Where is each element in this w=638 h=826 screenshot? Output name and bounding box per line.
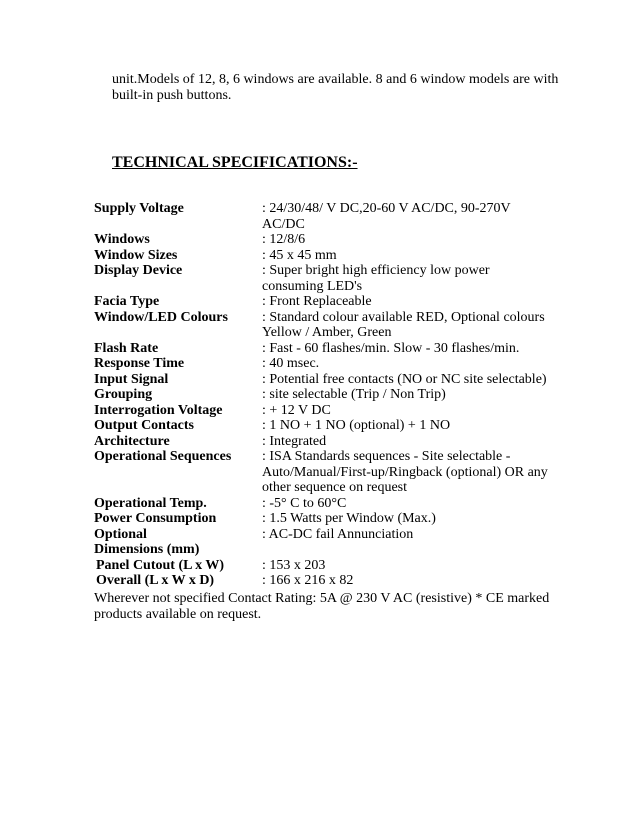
spec-label: Input Signal [94, 371, 169, 387]
spec-row [94, 434, 554, 450]
spec-label: Power Consumption [94, 511, 217, 526]
spec-row [94, 232, 554, 248]
page-heading: TECHNICAL SPECIFICATIONS:- [112, 154, 358, 171]
spec-row [94, 294, 554, 310]
spec-value: : Standard colour available RED, Optional colours Yellow / Amber, Green [262, 309, 545, 340]
spec-label: Optional [94, 526, 147, 542]
spec-row [94, 542, 554, 558]
spec-value: : 153 x 203 [262, 557, 326, 573]
spec-row [94, 527, 554, 543]
spec-value: : 1.5 Watts per Window (Max.) [262, 511, 436, 526]
spec-value: : ISA Standards sequences - Site selectable - Auto/Manual/First-up/Ringback (optional) OR any other sequence on request [262, 449, 548, 495]
spec-label: Output Contacts [94, 418, 194, 433]
spec-row [94, 263, 554, 294]
spec-value: : 12/8/6 [262, 232, 306, 247]
intro-paragraph: unit.Models of 12, 8, 6 windows are available. 8 and 6 window models are with built-in push buttons. [112, 72, 559, 103]
spec-value: : 1 NO + 1 NO (optional) + 1 NO [262, 418, 451, 433]
spec-row [94, 341, 554, 357]
spec-row [94, 418, 554, 434]
spec-label: Facia Type [94, 294, 160, 309]
spec-label: Window Sizes [94, 247, 178, 263]
spec-value: : Potential free contacts (NO or NC site selectable) [262, 371, 547, 387]
spec-label: Architecture [94, 433, 170, 449]
spec-row [94, 372, 554, 388]
spec-label: Dimensions (mm) [94, 542, 200, 557]
footer-note: Wherever not specified Contact Rating: 5A @ 230 V AC (resistive) * CE marked products available on request. [94, 591, 550, 622]
spec-row [94, 356, 554, 372]
spec-label: Overall (L x W x D) [96, 573, 215, 588]
spec-label: Display Device [94, 263, 183, 278]
spec-value: : Integrated [262, 433, 327, 449]
spec-row [94, 558, 554, 574]
spec-row [94, 310, 554, 341]
spec-value: : 166 x 216 x 82 [262, 573, 354, 588]
spec-row [94, 403, 554, 419]
spec-value: : Super bright high efficiency low power consuming LED's [262, 263, 490, 294]
spec-label: Flash Rate [94, 340, 159, 356]
spec-row [94, 573, 554, 589]
spec-value: : 40 msec. [262, 356, 320, 371]
spec-value: : + 12 V DC [262, 402, 331, 418]
spec-label: Supply Voltage [94, 201, 184, 216]
spec-value [262, 542, 554, 558]
spec-label: Interrogation Voltage [94, 402, 223, 418]
specifications-table [94, 201, 554, 589]
spec-label: Panel Cutout (L x W) [96, 557, 225, 573]
spec-label: Operational Temp. [94, 495, 207, 511]
spec-value: : Fast - 60 flashes/min. Slow - 30 flashes/min. [262, 340, 520, 356]
spec-value: : 24/30/48/ V DC,20-60 V AC/DC, 90-270V AC/DC [262, 201, 511, 232]
spec-label: Windows [94, 232, 150, 247]
spec-label: Window/LED Colours [94, 309, 228, 325]
spec-value: : 45 x 45 mm [262, 247, 337, 263]
spec-value: : site selectable (Trip / Non Trip) [262, 387, 446, 402]
spec-row [94, 201, 554, 232]
spec-row [94, 248, 554, 264]
spec-value: : AC-DC fail Annunciation [262, 526, 414, 542]
spec-row [94, 449, 554, 496]
spec-label: Operational Sequences [94, 449, 232, 464]
spec-value: : -5° C to 60°C [262, 495, 347, 511]
spec-row [94, 511, 554, 527]
spec-row [94, 496, 554, 512]
spec-label: Response Time [94, 356, 185, 371]
spec-label: Grouping [94, 387, 153, 402]
spec-row [94, 387, 554, 403]
spec-value: : Front Replaceable [262, 294, 372, 309]
